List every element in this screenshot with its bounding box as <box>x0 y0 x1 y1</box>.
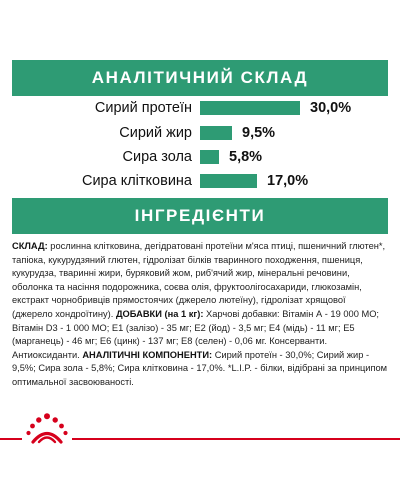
brand-line-right <box>72 438 400 440</box>
analytic-row <box>0 147 400 167</box>
ingredients-text <box>12 240 388 390</box>
analytic-row <box>0 123 400 143</box>
ingredients-header <box>12 198 388 234</box>
analytic-components-text: Сирий протеїн - 30,0%; Сирий жир - 9,5%; Сира зола - 5,8%; Сира клітковина - 17,0%. *L.I.P. - білки, відібрані за принципом оптимальної засвоюваності. <box>12 349 388 387</box>
brand-footer <box>0 410 400 450</box>
analytic-row-bar <box>200 101 300 115</box>
analytic-row-label: Сира клітковина <box>81 173 192 189</box>
analytic-row-bar <box>200 126 232 140</box>
analytic-row-value: 9,5% <box>242 125 276 141</box>
brand-line-left <box>0 438 22 440</box>
royal-canin-crown-icon <box>24 412 70 446</box>
analytic-row-bar <box>200 174 257 188</box>
composition-label: СКЛАД: <box>12 241 48 251</box>
additives-label: ДОБАВКИ (на 1 кг): <box>115 308 204 319</box>
analytic-row-label: Сирий жир <box>119 125 192 141</box>
analytic-row <box>0 171 400 191</box>
analytic-row-label: Сирий протеїн <box>94 100 192 116</box>
analytic-row-label: Сира зола <box>122 149 192 165</box>
analytic-row-bar <box>200 150 219 164</box>
additives-text: Харчові добавки: Вітамін А - 19 000 МО; Вітамін D3 - 1 000 МО; E1 (залізо) - 35 мг; E2 (йод) - 3,5 мг; E4 (мідь) - 11 мг; E5 (марганець) - 46 мг; E6 (цинк) - 137 мг; E8 (селен) - 0,06 мг. Консерванти. Антиоксиданти. <box>12 308 380 360</box>
ingredients-title: ІНГРЕДІЄНТИ <box>134 206 266 225</box>
analytic-composition-title: АНАЛІТИЧНИЙ СКЛАД <box>91 68 309 87</box>
analytic-row-value: 5,8% <box>229 149 263 165</box>
composition-text: рослинна клітковина, дегідратовані протеїни м'яса птиці, пшеничний глютен*, тапіока, кукурудзяний глютен, гідролізат білків тваринного походження, пшениця, кукурудза, тваринні жири, буряковий жом, риб'ячий жир, мінеральні речовини, оболонка та насіння подорожника, соєва олія, фруктоолігосахариди, глюкозамін, екстракт чорнобривців прямостоячих (джерело лютеїну), гідролізат хрящової (джерело хондроїтину). <box>12 241 386 319</box>
analytic-row <box>0 98 400 118</box>
analytic-composition-header <box>12 60 388 96</box>
analytic-row-value: 30,0% <box>310 100 352 116</box>
analytic-row-value: 17,0% <box>267 173 309 189</box>
analytic-components-label: АНАЛІТИЧНІ КОМПОНЕНТИ: <box>82 349 213 360</box>
